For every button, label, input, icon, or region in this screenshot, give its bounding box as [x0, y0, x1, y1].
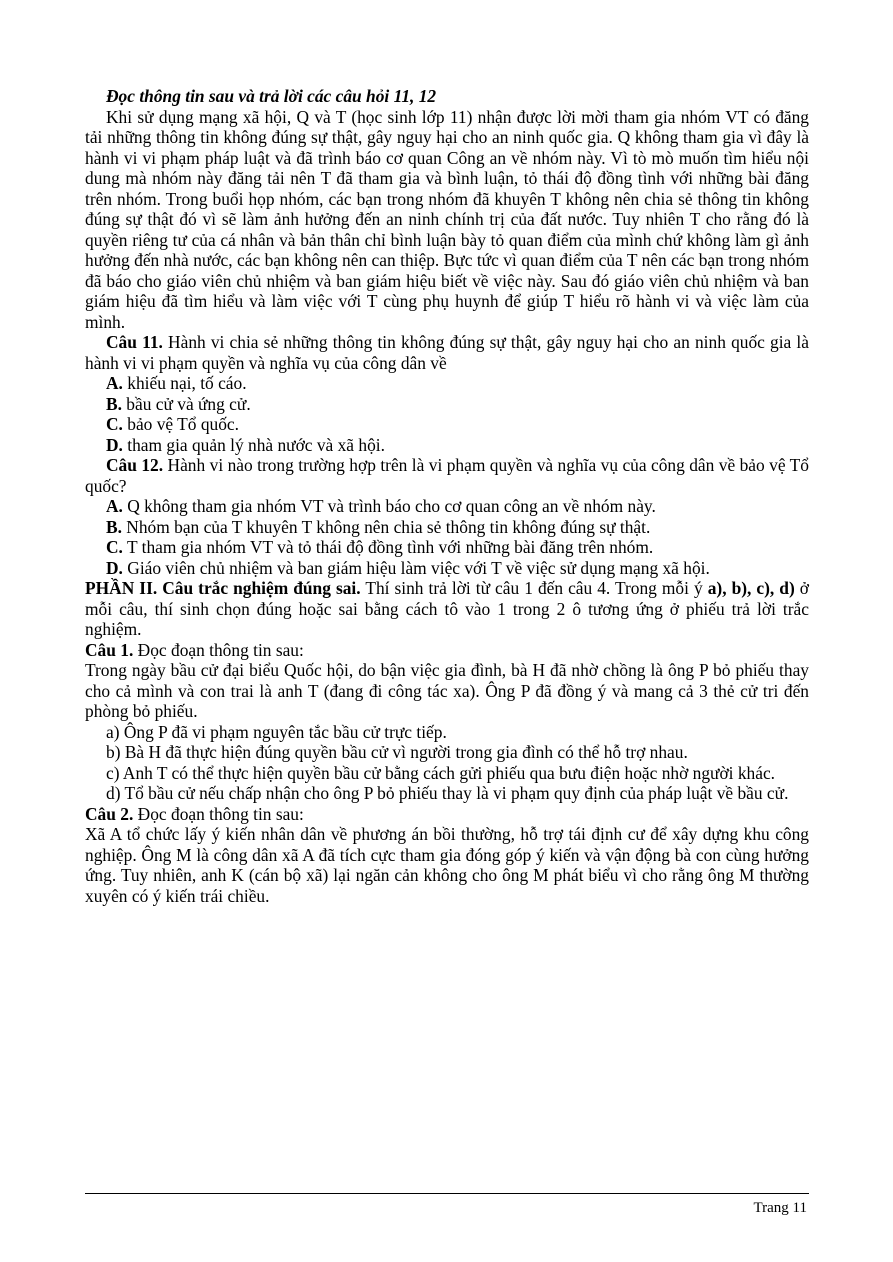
option — [85, 496, 809, 517]
option — [85, 558, 809, 579]
question-text: Hành vi chia sẻ những thông tin không đúng sự thật, gây nguy hại cho an ninh quốc gia là hành vi vi phạm quyền và nghĩa vụ của công dân về — [85, 332, 809, 373]
question-prompt: Đọc đoạn thông tin sau: — [133, 639, 304, 660]
part-marks: a), b), c), d) — [707, 578, 795, 598]
question-c2 — [85, 804, 809, 825]
option — [85, 435, 809, 456]
option — [85, 394, 809, 415]
question-label: Câu 12. — [106, 455, 164, 475]
option-key: B. — [106, 393, 122, 414]
part-heading: PHẦN II. Câu trắc nghiệm đúng sai. — [85, 578, 361, 598]
statement-item: a) Ông P đã vi phạm nguyên tắc bầu cử trực tiếp. — [106, 721, 447, 742]
option-key: C. — [106, 414, 123, 434]
passage-c2: Xã A tổ chức lấy ý kiến nhân dân về phương án bồi thường, hỗ trợ tái định cư để xây dựng khu công nghiệp. Ông M là công dân xã A đã tích cực tham gia đóng góp ý kiến và vận động bà con cùng hưởng ứng. Tuy nhiên, anh K (cán bộ xã) lại ngăn cản không cho ông M phát biểu vì cho rằng ông M thường xuyên có ý kiến trái chiều. — [85, 824, 809, 906]
option-text: Giáo viên chủ nhiệm và ban giám hiệu làm việc với T về việc sử dụng mạng xã hội. — [122, 557, 710, 578]
option-text: T tham gia nhóm VT và tỏ thái độ đồng tình với những bài đăng trên nhóm. — [122, 537, 654, 557]
section-header: Đọc thông tin sau và trả lời các câu hỏi 11, 12 — [106, 86, 437, 106]
option-text: khiếu nại, tố cáo. — [122, 373, 247, 393]
passage-c1: Trong ngày bầu cử đại biểu Quốc hội, do bận việc gia đình, bà H đã nhờ chồng là ông P bỏ phiếu thay cho cả mình và con trai là anh T (đang đi công tác xa). Ông P đã đồng ý và mang cả 3 thẻ cử tri đến phòng bỏ phiếu. — [85, 660, 809, 721]
part-intro-text: ở mỗi câu, thí sinh chọn đúng hoặc sai bằng cách tô vào 1 trong 2 ô tương ứng ở phiếu trả lời trắc nghiệm. — [85, 578, 810, 639]
question-label: Câu 11. — [106, 332, 163, 352]
option — [85, 373, 809, 394]
part-intro-text: Thí sinh trả lời từ câu 1 đến câu 4. Trong mỗi ý — [360, 578, 708, 598]
document-page — [85, 86, 809, 906]
option-key: D. — [106, 434, 123, 455]
option — [85, 537, 809, 558]
statement-item: c) Anh T có thể thực hiện quyền bầu cử bằng cách gửi phiếu qua bưu điện hoặc nhờ người khác. — [106, 762, 776, 783]
question-11 — [85, 332, 809, 373]
footer-rule — [85, 1193, 809, 1194]
option-key: A. — [106, 496, 123, 516]
question-text: Hành vi nào trong trường hợp trên là vi phạm quyền và nghĩa vụ của công dân về bảo vệ Tổ quốc? — [85, 455, 809, 496]
option-text: bầu cử và ứng cử. — [121, 393, 251, 414]
option-text: tham gia quản lý nhà nước và xã hội. — [122, 434, 385, 455]
part-2-intro — [85, 578, 809, 640]
question-12 — [85, 455, 809, 496]
question-label: Câu 2. — [85, 803, 134, 824]
statement-item: b) Bà H đã thực hiện đúng quyền bầu cử vì người trong gia đình có thể hỗ trợ nhau. — [106, 742, 688, 762]
option — [85, 517, 809, 538]
option-text: Q không tham gia nhóm VT và trình báo cho cơ quan công an về nhóm này. — [122, 496, 656, 516]
option-key: D. — [106, 557, 123, 578]
question-c1 — [85, 640, 809, 661]
option — [85, 414, 809, 435]
question-prompt: Đọc đoạn thông tin sau: — [133, 803, 304, 824]
statement-item: d) Tổ bầu cử nếu chấp nhận cho ông P bỏ phiếu thay là vi phạm quy định của pháp luật về bầu cử. — [106, 783, 789, 803]
option-key: C. — [106, 537, 123, 557]
passage: Khi sử dụng mạng xã hội, Q và T (học sinh lớp 11) nhận được lời mời tham gia nhóm VT có đăng tải những thông tin không đúng sự thật, gây nguy hại cho an ninh quốc gia. Q không tham gia vì đây là hành vi vi phạm pháp luật và đã trình báo cơ quan Công an về nhóm này. Vì tò mò muốn tìm hiểu nội dung mà nhóm này đăng tải nên T đã tham gia và bình luận, tỏ thái độ đồng tình với những bài đăng trên nhóm. Trong buổi họp nhóm, các bạn trong nhóm đã khuyên T không nên chia sẻ thông tin không đúng sự thật đó vì sẽ làm ảnh hưởng đến an ninh chính trị của đất nước. Tuy nhiên T cho rằng đó là quyền riêng tư của cá nhân và bản thân chỉ bình luận bày tỏ quan điểm của mình chứ không làm gì ảnh hưởng đến nhà nước, các bạn không nên can thiệp. Bực tức vì quan điểm của T nên các bạn trong nhóm đã báo cho giáo viên chủ nhiệm và ban giám hiệu biết về việc này. Sau đó giáo viên chủ nhiệm và ban giám hiệu đã tìm hiểu và làm việc với T cùng phụ huynh để giúp T hiểu rõ hành vi và việc làm của mình. — [85, 106, 809, 332]
option-key: B. — [106, 516, 122, 537]
option-text: bảo vệ Tổ quốc. — [122, 414, 239, 434]
page-number: Trang 11 — [753, 1200, 807, 1216]
option-key: A. — [106, 373, 123, 393]
question-label: Câu 1. — [85, 639, 134, 660]
option-text: Nhóm bạn của T khuyên T không nên chia sẻ thông tin không đúng sự thật. — [121, 516, 651, 537]
